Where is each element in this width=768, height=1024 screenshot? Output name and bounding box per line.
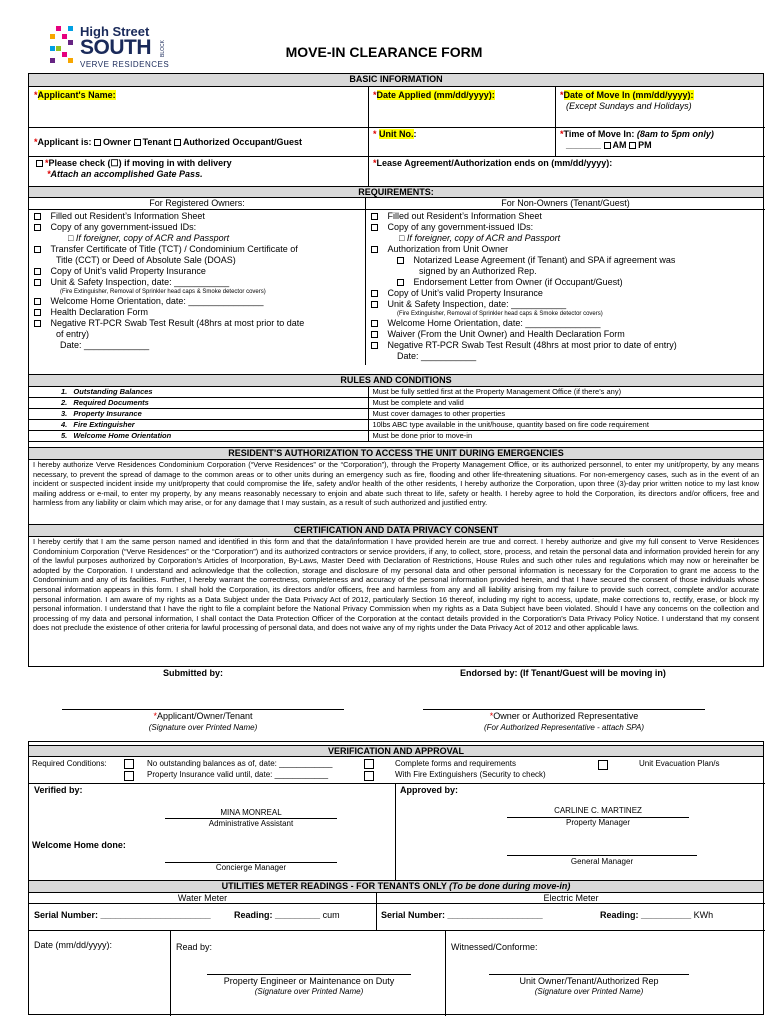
approver-name: CARLINE C. MARTINEZ xyxy=(554,806,642,815)
date-applied-field[interactable]: *Date Applied (mm/dd/yyyy): xyxy=(373,90,495,100)
table-row: 5. Welcome Home Orientation Must be done prior to move-in xyxy=(29,431,763,442)
date-move-in-note: (Except Sundays and Holidays) xyxy=(566,101,692,111)
electric-reading-field[interactable]: Reading: __________ KWh xyxy=(600,910,714,920)
endorsed-by-label: Endorsed by: (If Tenant/Guest will be moving in) xyxy=(460,668,666,678)
applicant-signature-note: (Signature over Printed Name) xyxy=(148,723,258,732)
req-checkbox[interactable] xyxy=(371,246,378,253)
required-conditions-label: Required Conditions: xyxy=(32,759,107,768)
req-checkbox[interactable] xyxy=(34,246,41,253)
delivery-checkbox[interactable] xyxy=(36,160,43,167)
lease-end-field[interactable]: *Lease Agreement/Authorization ends on (mm/dd/yyyy): xyxy=(373,158,613,168)
logo-line2: SOUTH xyxy=(80,36,151,59)
applicant-name-field[interactable]: *Applicant's Name: xyxy=(34,90,116,100)
engineer-signature-line[interactable] xyxy=(207,974,411,975)
water-meter-title: Water Meter xyxy=(177,893,228,903)
req-checkbox[interactable] xyxy=(34,213,41,220)
authorization-header: RESIDENT’S AUTHORIZATION TO ACCESS THE UNIT DURING EMERGENCIES xyxy=(29,447,763,460)
read-by-label: Read by: xyxy=(176,942,213,952)
gm-signature-line[interactable] xyxy=(507,855,697,856)
complete-forms-text: Complete forms and requirements xyxy=(395,759,516,768)
electric-serial-field[interactable]: Serial Number: ___________________ xyxy=(381,910,543,920)
welcome-done-label: Welcome Home done: xyxy=(32,840,126,850)
req-checkbox[interactable] xyxy=(34,224,41,231)
req-checkbox[interactable] xyxy=(371,213,378,220)
table-row: 2. Required Documents Must be complete and valid xyxy=(29,398,763,409)
engineer-note: (Signature over Printed Name) xyxy=(254,987,364,996)
req-checkbox[interactable] xyxy=(371,320,378,327)
fire-ext-text: With Fire Extinguishers (Security to check) xyxy=(395,770,546,779)
no-balances-checkbox[interactable] xyxy=(124,759,134,769)
owner-signature-line[interactable] xyxy=(423,709,705,710)
gm-title: General Manager xyxy=(570,857,634,866)
req-checkbox[interactable] xyxy=(34,268,41,275)
gate-pass-note: *Attach an accomplished Gate Pass. xyxy=(47,169,203,179)
date-field[interactable]: Date (mm/dd/yyyy): xyxy=(34,940,113,950)
witness-signature-line[interactable] xyxy=(489,974,689,975)
water-reading-field[interactable]: Reading: _________ cum xyxy=(234,910,340,920)
no-balances-text: No outstanding balances as of, date: ____________ xyxy=(147,759,333,768)
req-checkbox[interactable] xyxy=(371,290,378,297)
req-checkbox[interactable] xyxy=(34,309,41,316)
witnessed-label: Witnessed/Conforme: xyxy=(451,942,538,952)
owners-requirements: Filled out Resident’s Information Sheet Copy of any government-issued IDs: □ If foreigner, copy of ACR and Passport Transfer Certificate of Title (TCT) / Condominium Certificate of Title (CCT) or Deed of Absolute Sale (DOAS) Copy of Unit’s valid Property Insurance Unit & Safety Inspection, date: ___________ (Fire Extinguisher, Removal of Sprinkler head caps & Smoke detector covers) Welcome Home Orientation, date: _______________ Health Declaration Form Negative RT-PCR Swab Test Result (48hrs at most prior to date of entry) Date: _____________ xyxy=(34,211,364,351)
nonowners-title: For Non-Owners (Tenant/Guest) xyxy=(366,198,765,210)
time-am-pm[interactable]: _______ AM PM xyxy=(566,140,652,150)
verified-by-label: Verified by: xyxy=(34,785,83,795)
req-checkbox[interactable] xyxy=(371,301,378,308)
unit-no-field[interactable]: * Unit No.: xyxy=(373,129,417,139)
time-move-in-field: *Time of Move In: (8am to 5pm only) xyxy=(560,129,714,139)
electric-meter-title: Electric Meter xyxy=(543,893,599,903)
table-row: 1. Outstanding Balances Must be fully settled first at the Property Management Office (if there’s any) xyxy=(29,387,763,398)
insurance-text: Property Insurance valid until, date: ____________ xyxy=(147,770,329,779)
req-checkbox[interactable] xyxy=(34,298,41,305)
req-checkbox[interactable] xyxy=(34,320,41,327)
occupant-checkbox[interactable] xyxy=(174,139,181,146)
approved-by-label: Approved by: xyxy=(400,785,459,795)
insurance-checkbox[interactable] xyxy=(124,771,134,781)
owner-signature-note: (For Authorized Representative - attach SPA) xyxy=(483,723,645,732)
req-checkbox[interactable] xyxy=(34,279,41,286)
tenant-checkbox[interactable] xyxy=(134,139,141,146)
applicant-signature-label: *Applicant/Owner/Tenant xyxy=(153,711,253,721)
form-lower xyxy=(28,741,764,1015)
applicant-signature-line[interactable] xyxy=(62,709,344,710)
req-checkbox[interactable] xyxy=(397,257,404,264)
verifier-title: Administrative Assistant xyxy=(208,819,294,828)
witness-note: (Signature over Printed Name) xyxy=(534,987,644,996)
owner-checkbox[interactable] xyxy=(94,139,101,146)
am-checkbox[interactable] xyxy=(604,142,611,149)
rules-header: RULES AND CONDITIONS xyxy=(29,374,763,387)
approver-title: Property Manager xyxy=(565,818,631,827)
privacy-text: I hereby certify that I am the same person named and identified in this form and that the data/information I have provided herein are true and correct. I hereby authorize and give my full consent to Verve Residences Condominium Corporation (“Verve Residences” or the “Corporation”) and its authorized contractors or service providers, if any, to collect, store, process, and retain the personal data and information provided herein for any of the lawful purposes authorized by Corporation’s Articles of Incorporation, By-Laws, Master Deed with Declaration of Restrictions, House Rules and such other rules and regulations which may now or hereinafter be adopted by the Corporation. I understand and acknowledge that the collection, storage and disclosure of my personal data and other personal information is necessary for the Corporation to grant me access to the Condominium and any of its facilities. Further, I hereby warrant the correctness, completeness and accuracy of the personal information provided herein, and that I have secured the consent of those individuals whose personal information appears in this form. I shall hold the Corporation, its directors and/or officers, free and harmless from any and all liability arising from my failure to provide such correct, complete and/or accurate personal information. I am aware of my rights as a Data Subject under the Data Privacy Act of 2012, particularly Section 16 thereof, including my right to access, update, make corrections to, rectify, erase, or block my personal information. I understand that I have the right to file a complaint before the National Privacy Commission when my rights as a Data Subject have been violated. Should I have any concerns on the collection and processing of my data and personal information, I shall contact the Data Protection Officer of the Corporation at the contact details provided in the Corporation’s Data Privacy Policy Notice. I understand that my consent does not preclude the existence of other criteria for lawful processing of personal data, and does not waive any of my rights under the Data Privacy Act of 2012 and other applicable laws. xyxy=(33,537,759,633)
date-move-in-field[interactable]: *Date of Move In (mm/dd/yyyy): xyxy=(560,90,694,100)
complete-forms-checkbox[interactable] xyxy=(364,759,374,769)
form-upper xyxy=(28,73,764,667)
delivery-checkbox-row[interactable]: *Please check (☐) if moving in with delivery xyxy=(36,158,232,169)
table-row: 3. Property Insurance Must cover damages to other properties xyxy=(29,409,763,420)
fire-ext-checkbox[interactable] xyxy=(364,771,374,781)
witness-label: Unit Owner/Tenant/Authorized Rep xyxy=(519,976,659,986)
verification-header: VERIFICATION AND APPROVAL xyxy=(29,745,763,757)
engineer-label: Property Engineer or Maintenance on Duty xyxy=(223,976,395,986)
req-checkbox[interactable] xyxy=(371,342,378,349)
privacy-header: CERTIFICATION AND DATA PRIVACY CONSENT xyxy=(29,524,763,537)
evac-text: Unit Evacuation Plan/s xyxy=(639,759,720,768)
requirements-header: REQUIREMENTS: xyxy=(29,186,763,198)
verifier-name: MINA MONREAL xyxy=(220,808,282,817)
nonowners-requirements: Filled out Resident’s Information Sheet Copy of any government-issued IDs: □ If foreigner, copy of ACR and Passport Authorization from Unit Owner Notarized Lease Agreement (if Tenant) and SPA if agreement was signed by an Authorized Rep. Endorsement Letter from Owner (if Occupant/Guest) Copy of Unit’s valid Property Insurance Unit & Safety Inspection, date: ___________ (Fire Extinguisher, Removal of Sprinkler head caps & Smoke detector covers) Welcome Home Orientation, date: _______________ Waiver (From the Unit Owner) and Health Declaration Form Negative RT-PCR Swab Test Result (48hrs at most prior to date of entry) Date: ___________ xyxy=(371,211,763,362)
owners-title: For Registered Owners: xyxy=(29,198,365,210)
applicant-type-field: *Applicant is: Owner Tenant Authorized Occupant/Guest xyxy=(34,137,302,147)
rules-table xyxy=(29,387,763,442)
water-serial-field[interactable]: Serial Number: ______________________ xyxy=(34,910,211,920)
concierge-title: Concierge Manager xyxy=(215,863,287,872)
req-checkbox[interactable] xyxy=(397,279,404,286)
req-checkbox[interactable] xyxy=(371,224,378,231)
table-row: 4. Fire Extinguisher 10lbs ABC type available in the unit/house, quantity based on fire code requirement xyxy=(29,420,763,431)
form-title: MOVE-IN CLEARANCE FORM xyxy=(285,44,483,60)
req-checkbox[interactable] xyxy=(371,331,378,338)
owner-signature-label: *Owner or Authorized Representative xyxy=(489,711,639,721)
pm-checkbox[interactable] xyxy=(629,142,636,149)
basic-info-header: BASIC INFORMATION xyxy=(29,74,763,87)
logo-line3: VERVE RESIDENCES xyxy=(80,60,170,69)
evac-checkbox[interactable] xyxy=(598,760,608,770)
authorization-text: I hereby authorize Verve Residences Condominium Corporation (“Verve Residences” or the “Corporation”), through the Property Management Office, or its authorized personnel, to enter my unit/property, by any means necessary, to prevent the spread of damage to the common areas or to other units during an emergency such as fire, flooding and other life-threatening situations. For non-emergency cases, such as in the event of an incident or suspected incident inside my unit/property that could compromise the life, safety and/or health of the other residents, I hereby authorize the Corporation, upon three (3)-day prior written notice to my last know mailing address or e-mail, to enter my property, by any means reasonably necessary to enjoin and abate such threat to life, safety or health. I hereby agree to hold the Corporation, its directors and/or officers, free and harmless from any liability or claim which may arise, or for any damage that I may sustain, as a result of such authorized and justified entry. xyxy=(33,460,759,508)
submitted-by-label: Submitted by: xyxy=(163,668,223,678)
logo-side: BLOCK xyxy=(160,40,166,57)
utilities-header: UTILITIES METER READINGS - FOR TENANTS ONLY (To be done during move-in) xyxy=(29,880,763,893)
logo-line1: High Street xyxy=(80,24,150,39)
